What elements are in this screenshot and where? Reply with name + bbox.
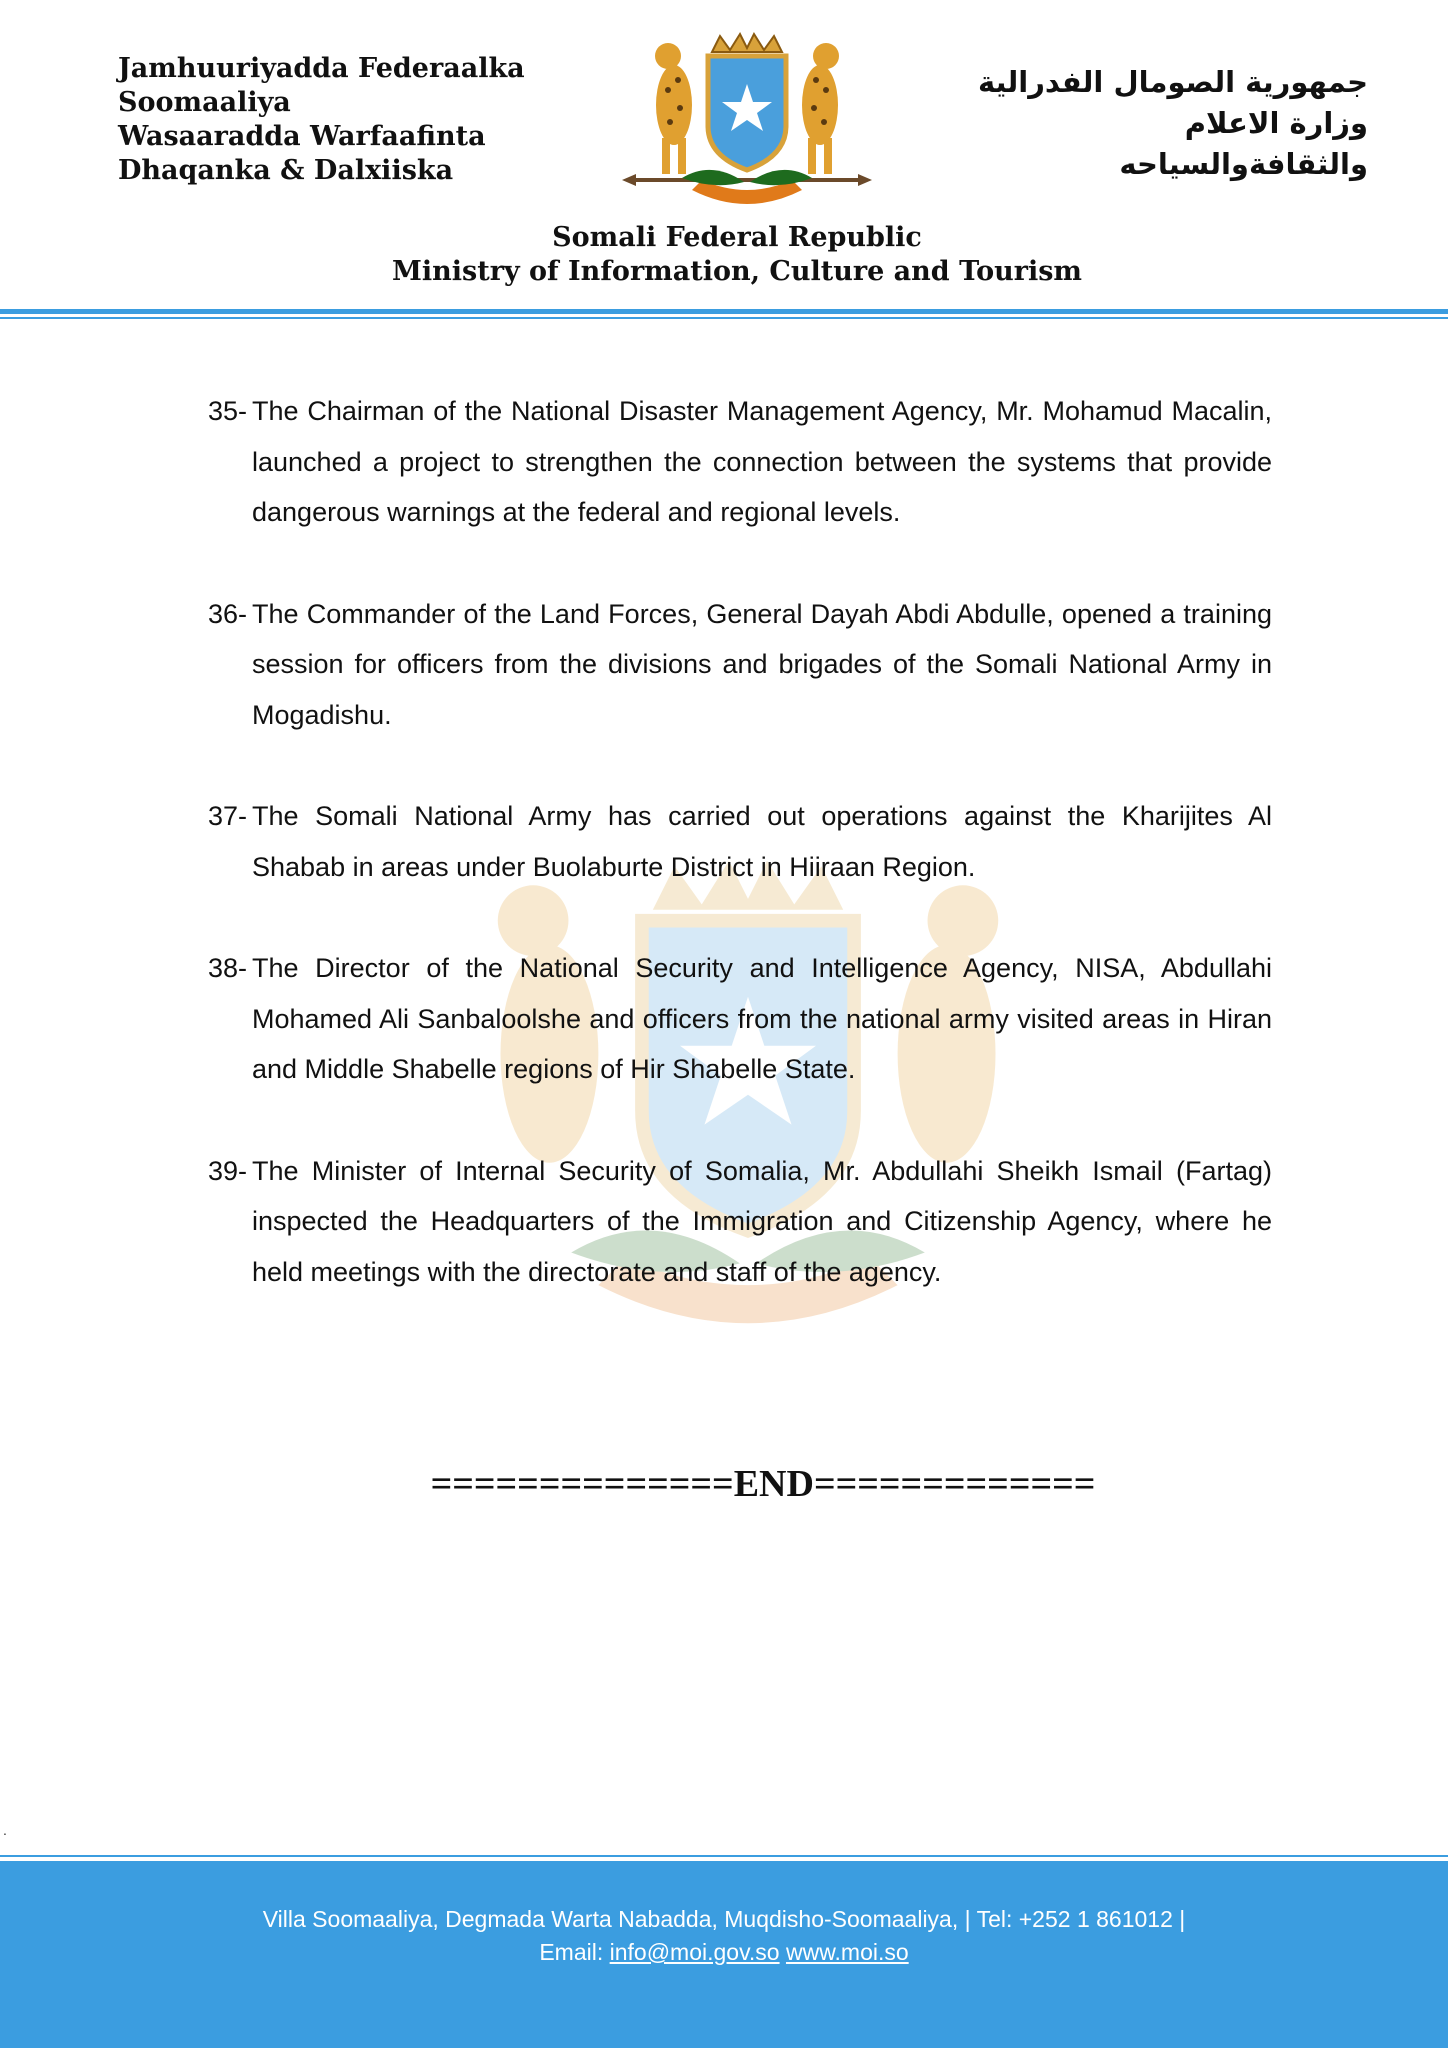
header-divider <box>0 317 1448 319</box>
item-number: 35- <box>208 396 248 426</box>
news-item <box>208 589 1272 741</box>
email-label: Email: <box>539 1939 604 1965</box>
item-text: The Commander of the Land Forces, General Dayah Abdi Abdulle, opened a training session for officers from the divisions and brigades of the Somali National Army in Mogadishu. <box>252 598 1272 730</box>
item-text: The Chairman of the National Disaster Management Agency, Mr. Mohamud Macalin, launched a project to strengthen the connection between the systems that provide dangerous warnings at the federal and regional levels. <box>252 396 1272 527</box>
spear-icon <box>622 174 872 186</box>
news-item <box>208 791 1272 892</box>
end-marker: ==============END============= <box>430 1463 1096 1505</box>
leopard-right-icon <box>802 43 839 174</box>
news-item <box>208 386 1272 538</box>
header-arabic-title <box>908 62 1368 185</box>
email-link[interactable]: info@moi.gov.so <box>609 1939 780 1965</box>
header-somali-title <box>118 52 525 188</box>
laurel-left-icon <box>682 170 744 185</box>
header-arabic-line: وزارة الاعلام <box>1184 106 1368 140</box>
item-text: The Minister of Internal Security of Somalia, Mr. Abdullahi Sheikh Ismail (Fartag) inspected the Headquarters of the Immigration and Citizenship Agency, where he held meetings with the directorate and staff of the agency. <box>252 1155 1272 1287</box>
header-somali-line: Soomaaliya <box>118 87 291 118</box>
coat-of-arms-emblem <box>622 30 872 208</box>
header-somali-line: Jamhuuriyadda Federaalka <box>118 53 525 84</box>
item-number: 36- <box>208 598 248 629</box>
ministry-name: Ministry of Information, Culture and Tourism <box>392 256 1082 287</box>
republic-name: Somali Federal Republic <box>552 222 922 253</box>
news-item <box>208 1146 1272 1298</box>
footer-divider <box>0 1855 1448 1857</box>
header-somali-line: Dhaqanka & Dalxiiska <box>118 155 454 186</box>
header-arabic-line: جمهورية الصومال الفدرالية <box>977 65 1368 99</box>
news-item <box>208 943 1272 1095</box>
item-number: 39- <box>208 1155 248 1186</box>
footer <box>0 1861 1448 2048</box>
header-english-title <box>0 221 1448 289</box>
news-items-list <box>208 386 1272 1348</box>
crown-icon <box>712 34 782 52</box>
item-number: 37- <box>208 801 248 831</box>
laurel-right-icon <box>750 170 812 185</box>
footer-address: Villa Soomaaliya, Degmada Warta Nabadda, Muqdisho-Soomaaliya, | Tel: +252 1 861012 | <box>262 1906 1186 1932</box>
item-number: 38- <box>208 953 248 983</box>
header-arabic-line: والثقافةوالسياحه <box>1119 147 1368 181</box>
stray-mark: . <box>3 1822 7 1838</box>
footer-contact <box>0 1936 1448 1969</box>
header-somali-line: Wasaaradda Warfaafinta <box>118 121 486 152</box>
leopard-left-icon <box>655 43 692 174</box>
item-text: The Director of the National Security and Intelligence Agency, NISA, Abdullahi Mohamed Ali Sanbaloolshe and officers from the national army visited areas in Hiran and Middle Shabelle regions of Hir Shabelle State. <box>252 953 1272 1084</box>
item-text: The Somali National Army has carried out operations against the Kharijites Al Shabab in areas under Buolaburte District in Hiiraan Region. <box>252 801 1272 882</box>
header-divider <box>0 309 1448 314</box>
website-link[interactable]: www.moi.so <box>785 1939 909 1965</box>
